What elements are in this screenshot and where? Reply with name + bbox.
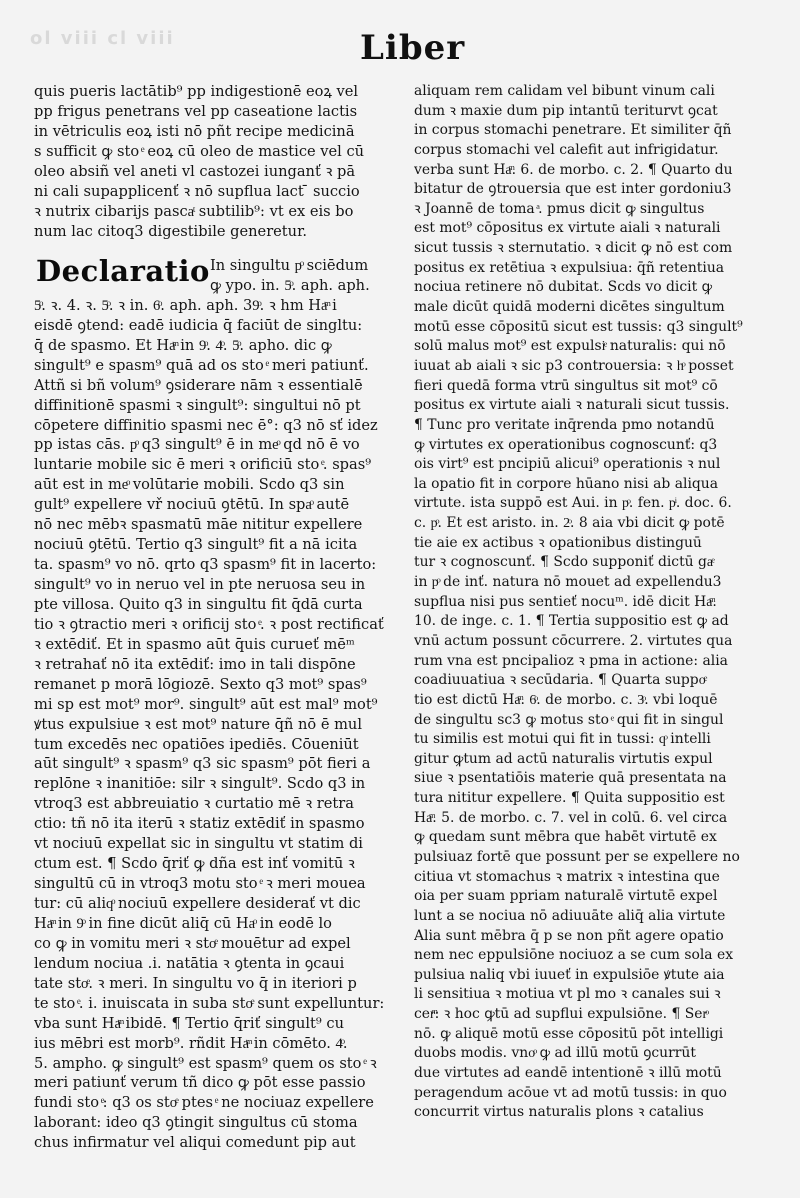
text-line: cerͫ: ꝛ hoc ꝙtū ad supflui expulsiōne. ¶ Serͦ xyxy=(414,1006,708,1023)
text-line: oia per suam ppriam naturalē virtutē expel xyxy=(414,888,718,905)
text-line: nō. ꝙ aliquē motū esse cōpositū pōt intelligi xyxy=(414,1025,724,1042)
text-line: due virtutes ad eandē intentionē ꝛ illū motū xyxy=(414,1065,722,1082)
text-line: ¶ Tunc pro veritate inq̄renda pmo notandū xyxy=(414,416,715,433)
text-line: tura nititur expellere. ¶ Quita suppositio est xyxy=(414,790,725,807)
text-line: de singultu sc3 ꝙ motus sto ͤ qui fit in singul xyxy=(414,711,724,728)
text-line: ꝛ Joannē de toma ͣ. pmus dicit ꝙ singultus xyxy=(414,200,705,217)
left-column-block-a xyxy=(34,82,408,242)
text-line: ꝛ nutrix cibarijs pascaͭ subtilib⁹: vt ex eis bo xyxy=(34,202,354,220)
text-line: ta. spasm⁹ vo nō. qrto q3 spasm⁹ fit in lacerto: xyxy=(34,556,377,574)
text-line: gult⁹ expellere vř nociuū ꝯtētū. In spaͦ autē xyxy=(34,496,350,514)
text-line: diffinitionē spasmi ꝛ singult⁹: singultui nō pt xyxy=(34,396,361,414)
text-line: singult⁹ e spasm⁹ quā ad os sto ͤ meri patiunť. xyxy=(34,356,369,374)
text-line: in pͦ de inť. natura nō mouet ad expellendu3 xyxy=(414,574,722,591)
text-line: meri patiunť verum tñ dico ꝙ pōt esse passio xyxy=(34,1074,366,1092)
text-line: virtute. ista suppō est Aui. in pͦ. fen. pͥ. doc. 6. xyxy=(414,495,732,512)
text-line: solū malus mot⁹ est expulsiͤ naturalis: qui nō xyxy=(414,338,726,355)
text-line: tio est dictū Haͫ. 6ͦ. de morbo. c. 3ͦ. vbi loquē xyxy=(414,691,718,708)
text-line: la opatio fit in corpore hūano nisi ab aliqua xyxy=(414,475,719,492)
text-line: ctum est. ¶ Scdo q̄riť ꝙ dña est inť vomitū ꝛ xyxy=(34,855,355,873)
text-line: in corpus stomachi penetrare. Et similiter q̄ñ xyxy=(414,122,732,139)
text-line: replōne ꝛ inanitiōe: silr ꝛ singult⁹. Scdo q3 in xyxy=(34,775,366,793)
text-line: fundi sto ͤ: q3 os stoͤ ptes ͤ ne nociuaz expellere xyxy=(34,1094,374,1112)
text-line: sicut tussis ꝛ sternutatio. ꝛ dicit ꝙ nō est com xyxy=(414,240,733,257)
text-line: concurrit virtus naturalis plons ꝛ catalius xyxy=(414,1104,704,1121)
text-line: supflua nisi pus sentieť nocuᵐ. idē dicit Haͫ. xyxy=(414,593,717,610)
text-line: 10. de inge. c. 1. ¶ Tertia suppositio est ꝙ ad xyxy=(414,613,729,630)
text-line: eisdē ꝯtend: eadē iudicia q̄ faciūt de singltu: xyxy=(34,316,363,334)
text-line: tate stoͤ. ꝛ meri. In singultu vo q̄ in iteriori p xyxy=(34,974,357,992)
text-line: cōpetere diffinitio spasmi nec ē°: q3 nō sť idez xyxy=(34,416,378,434)
text-line: lendum nociua .i. natātia ꝛ ꝯtenta in ꝯcaui xyxy=(34,954,345,972)
text-line: quis pueris lactātib⁹ pp indigestionē eoꝝ vel xyxy=(34,83,359,100)
text-line: singult⁹ vo in neruo vel in pte neruosa seu in xyxy=(34,576,366,593)
text-line: dum ꝛ maxie dum pip intantū teriturvt ꝯcat xyxy=(414,102,718,119)
text-line: chus infirmatur vel aliqui comedunt pip aut xyxy=(34,1134,356,1152)
text-line: laborant: ideo q3 ꝯtingit singultus cū stoma xyxy=(34,1114,358,1132)
text-line: ius mēbri est morb⁹. rñdit Haͫ in cōmēto. 4ͦ. xyxy=(34,1034,348,1052)
text-line: vba sunt Haͫ ibidē. ¶ Tertio q̄riť singult⁹ cu xyxy=(34,1014,344,1032)
text-line: nociuū ꝯtētū. Tertio q3 singult⁹ fit a nā icita xyxy=(34,536,358,554)
text-line: Alia sunt mēbra q̄ p se non pñt agere opatio xyxy=(414,927,724,944)
text-line: nō nec mēbꝛ spasmatū māe nititur expellere xyxy=(34,516,363,534)
text-line: aliquam rem calidam vel bibunt vinum cali xyxy=(414,83,715,99)
text-line: tur ꝛ cognoscunť. ¶ Scdo supponiť dictū gaͤ xyxy=(414,554,714,571)
text-line: remanet p morā lōgiozē. Sexto q3 mot⁹ spas⁹ xyxy=(34,675,367,693)
text-line: tio ꝛ ꝯtractio meri ꝛ orificij sto ͤ. ꝛ post rectificať xyxy=(34,615,384,633)
text-line: 5ͦ. ꝛ. 4. ꝛ. 5ͦ. ꝛ in. 6ͦ. aph. aph. 39ͦ. ꝛ hm Haͫ i xyxy=(34,296,337,314)
left-column-block-b xyxy=(34,256,408,1153)
text-line: luntarie mobile sic ē meri ꝛ orificiū sto ͤ. spas⁹ xyxy=(34,456,372,474)
text-line: siue ꝛ psentatiōis materie quā presentata na xyxy=(414,770,727,787)
text-line: positus ex virtute aiali ꝛ naturali sicut tussis. xyxy=(414,397,730,414)
right-column xyxy=(414,82,770,1123)
text-line: coadiuuatiua ꝛ secūdaria. ¶ Quarta suppoͤ xyxy=(414,672,706,689)
text-line: verba sunt Haͫ. 6. de morbo. c. 2. ¶ Quarto du xyxy=(414,161,733,178)
text-line: bitatur de ꝯtrouersia que est inter gordoniu3 xyxy=(414,181,732,198)
text-line: in vētriculis eoꝝ isti nō pñt recipe medicinā xyxy=(34,122,355,140)
text-line: vnū actum possunt cōcurrere. 2. virtutes qua xyxy=(414,632,733,649)
text-line: ni cali supapplicenť ꝛ nō supflua lact ̄ succio xyxy=(34,182,360,200)
text-line: s sufficit ꝙ sto ͤ eoꝝ cū oleo de mastice vel cū xyxy=(34,142,365,160)
text-line: peragendum acōue vt ad motū tussis: in quo xyxy=(414,1084,727,1101)
text-line: tum excedēs nec opatiōes ipediēs. Cōueniūt xyxy=(34,735,359,753)
text-line: ꝛ extēdiť. Et in spasmo aūt q̄uis curueť mēᵐ xyxy=(34,635,355,653)
text-line: aūt singult⁹ ꝛ spasm⁹ q3 sic spasm⁹ pōt fieri a xyxy=(34,755,371,773)
text-line: Haͫ. 5. de morbo. c. 7. vel in colū. 6. vel circa xyxy=(414,809,728,826)
text-line: pulsiuaz fortē que possunt per se expellere no xyxy=(414,848,740,865)
text-line: lunt a se nociua nō adiuuāte aliq̄ alia virtute xyxy=(414,907,726,924)
text-line: pte villosa. Quito q3 in singultu fit q̄dā curta xyxy=(34,595,363,613)
text-line: q̄ de spasmo. Et Haͫ in 9ͦ. 4ͦ. 5ͦ. apho. dic ꝙ xyxy=(34,336,332,354)
text-line: Attñ si bñ volum⁹ ꝯsiderare nām ꝛ essentialē xyxy=(34,376,363,394)
text-line: tu similis est motui qui fit in tussi: qͦ intelli xyxy=(414,731,711,748)
text-line: 5. ampho. ꝙ singult⁹ est spasm⁹ quem os sto ͤ ꝛ xyxy=(34,1054,377,1072)
text-line: oleo absiñ vel aneti vl castozei iunganť ꝛ pā xyxy=(34,162,356,180)
text-line: tie aie ex actibus ꝛ opationibus distinguū xyxy=(414,534,702,551)
text-line: gitur ꝙtum ad actū naturalis virtutis expul xyxy=(414,750,713,767)
text-line: co ꝙ in vomitu meri ꝛ stoͤ mouētur ad expel xyxy=(34,934,351,952)
text-line: ctio: tñ nō ita iterū ꝛ statiz extēdiť in spasmo xyxy=(34,815,365,833)
text-line: ꝛ retrahať nō ita extēdiť: imo in tali dispōne xyxy=(34,655,356,673)
declaratio-heading: Declaratio xyxy=(36,254,210,288)
text-line: pp istas cās. pͦ q3 singult⁹ ē in meͦ qd nō ē vo xyxy=(34,436,360,454)
text-line: vt nociuū expellat sic in singultu vt statim di xyxy=(34,835,363,853)
text-line: te sto ͤ. i. inuiscata in suba stoͤ sunt expelluntur: xyxy=(34,994,385,1012)
text-line: iuuat ab aiali ꝛ sic p3 controuersia: ꝛ hͦ posset xyxy=(414,357,734,374)
text-line: li sensitiua ꝛ motiua vt pl mo ꝛ canales sui ꝛ xyxy=(414,986,721,1003)
text-line: In singultu pͦ sciēdum xyxy=(210,257,369,274)
text-line: est mot⁹ cōpositus ex virtute aiali ꝛ naturali xyxy=(414,220,721,237)
text-line: positus ex retētiua ꝛ expulsiua: q̄ñ retentiua xyxy=(414,259,725,276)
text-line: c. pͦ. Et est aristo. in. 2ͦ. 8 aia vbi dicit ꝙ potē xyxy=(414,515,725,532)
bleed-through-text: ol viii cl viii xyxy=(30,28,175,49)
text-line: duobs modis. vnoͦ ꝙ ad illū motū ꝯcurrūt xyxy=(414,1045,696,1062)
text-line: aūt est in meͦ volūtarie mobili. Scdo q3 sin xyxy=(34,476,345,494)
text-line: ꝙ ypo. in. 5ͦ. aph. aph. xyxy=(210,276,370,294)
text-line: citiua vt stomachus ꝛ matrix ꝛ intestina que xyxy=(414,868,720,885)
text-line: nociua retinere nō dubitat. Scds vo dicit ꝙ xyxy=(414,279,713,296)
text-line: ꝟtus expulsiue ꝛ est mot⁹ nature q̄ñ nō ē mul xyxy=(34,715,363,733)
text-line: fieri quedā forma vtrū singultus sit mot⁹ cō xyxy=(414,377,718,394)
text-line: male dicūt quidā moderni dicētes singultum xyxy=(414,299,725,316)
text-line: rum vna est pncipalioz ꝛ pma in actione: alia xyxy=(414,652,728,669)
text-line: ꝙ virtutes ex operationibus cognoscunť: q3 xyxy=(414,436,718,453)
text-line: ois virt⁹ est pncipiū alicui⁹ operationis ꝛ nul xyxy=(414,456,721,473)
text-line: mi sp est mot⁹ mor⁹. singult⁹ aūt est mal⁹ mot⁹ xyxy=(34,695,378,713)
text-line: Haͫ in 9ͦ in fine dicūt aliq̄ cū Haͦ in eodē lo xyxy=(34,914,332,932)
text-line: motū esse cōpositū sicut est tussis: q3 singult⁹ xyxy=(414,318,743,335)
text-line: ꝙ quedam sunt mēbra que habēt virtutē ex xyxy=(414,829,717,846)
text-line: tur: cū aliqͦ nociuū expellere desiderať vt dic xyxy=(34,895,361,912)
text-line: num lac citoq3 digestibile generetur. xyxy=(34,222,308,240)
text-line: nem nec eppulsiōne nociuoz a se cum sola ex xyxy=(414,947,734,964)
text-line: singultū cū in vtroq3 motu sto ͤ ꝛ meri mouea xyxy=(34,875,366,893)
text-line: pulsiua naliq vbi iuueť in expulsiōe ꝟtute aia xyxy=(414,966,725,983)
text-line: pp frigus penetrans vel pp caseatione lactis xyxy=(34,102,358,120)
text-line: corpus stomachi vel calefit aut infrigidatur. xyxy=(414,141,719,158)
text-line: vtroq3 est abbreuiatio ꝛ curtatio mē ꝛ retra xyxy=(34,795,354,813)
page-header-title: Liber xyxy=(360,28,466,68)
